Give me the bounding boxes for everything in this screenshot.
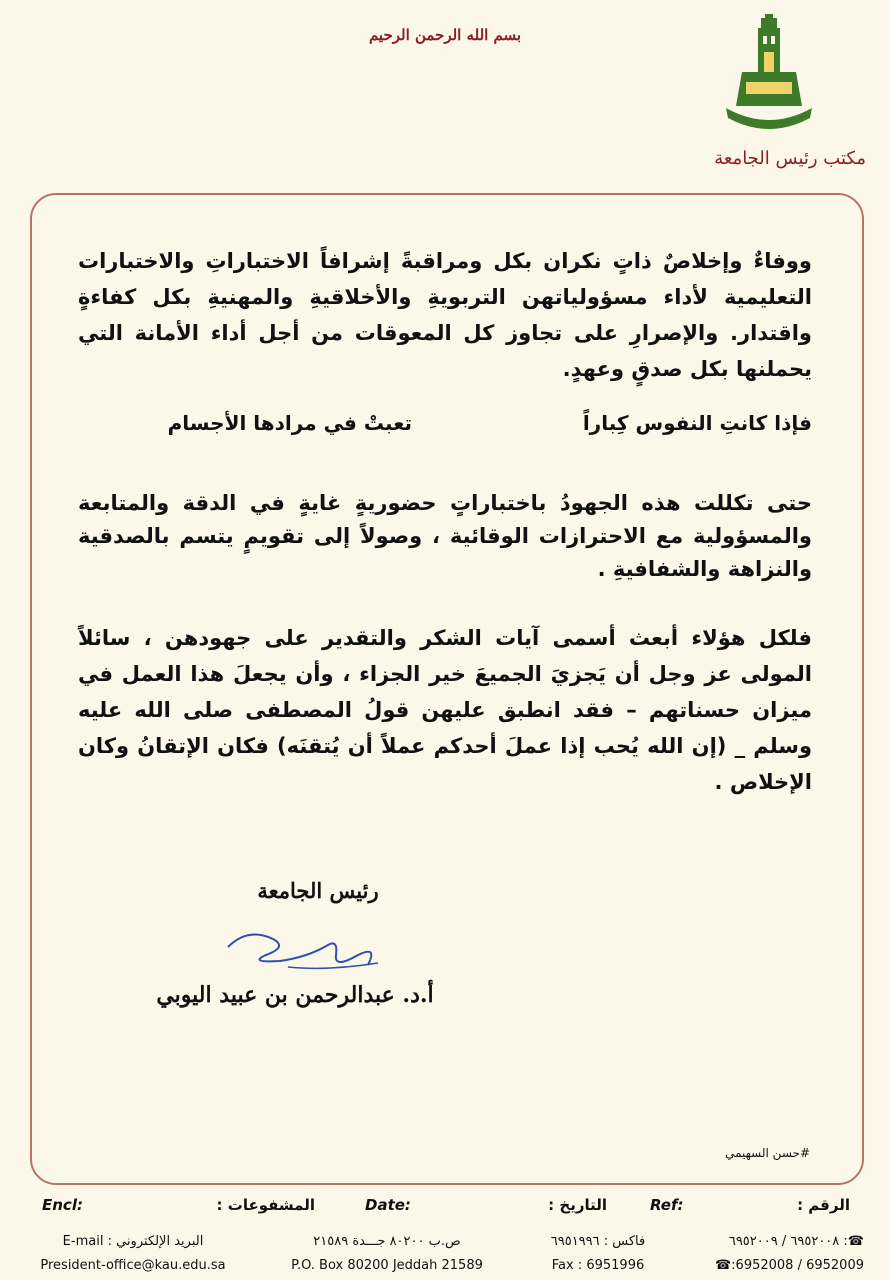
date-ar-label: التاريخ : [548, 1196, 607, 1214]
date-label: Date: [365, 1196, 411, 1214]
email-link[interactable]: President-office@kau.edu.sa [40, 1258, 226, 1273]
verse-second-half: تعبتْ في مرادها الأجسام [167, 411, 412, 435]
ref-label: Ref: [650, 1196, 684, 1214]
basmala: بسم الله الرحمن الرحيم [368, 26, 522, 44]
paragraph-2: حتى تكللت هذه الجهودُ باختباراتٍ حضوريةٍ غايةٍ في الدقة والمتابعة والمسؤولية مع الاحترازات الوقائية ، وصولاً إلى تقويمٍ يتسم بالصدقية والنزاهة والشفافيةِ . [78, 491, 812, 581]
verse-first-half: فإذا كانتِ النفوس كِباراً [582, 411, 812, 435]
university-seal-logo [722, 14, 816, 134]
encl-label: Encl: [42, 1196, 83, 1214]
footer-fields [0, 1196, 890, 1220]
number-label: الرقم : [797, 1196, 850, 1214]
handwritten-signature [218, 925, 388, 975]
reference-code: #حسن السهيمي [725, 1146, 810, 1160]
paragraph-3: فلكل هؤلاء أبعث أسمى آيات الشكر والتقدير على جهودهن ، سائلاً المولى عز وجل أن يَجزيَ الجميعَ خير الجزاء ، وأن يجعلَ هذا العمل في ميزان حسناتهم – فقد انطبق عليهن قولُ المصطفى صلى الله عليه وسلم _ (إن الله يُحب إذا عملَ أحدكم عملاً أن يُتقنَه) فكان الإتقانُ وكان الإخلاص . [78, 626, 812, 794]
pobox-ar: ص.ب ٨٠٢٠٠ جـــدة ٢١٥٨٩ [313, 1234, 461, 1249]
fax-ar: فاكس : ٦٩٥١٩٩٦ [550, 1234, 646, 1249]
footer-contact [0, 1230, 890, 1280]
phone-ar: ☎: ٦٩٥٢٠٠٨ / ٦٩٥٢٠٠٩ [728, 1234, 864, 1249]
email-label: البريد الإلكتروني : E-mail [62, 1234, 204, 1249]
paragraph-1: ووفاءٌ وإخلاصٌ ذاتٍ نكران بكل ومراقبةً إشرافاً الاختباراتِ والاختبارات التعليمية لأداء مسؤولياتهن التربويةِ والأخلاقيةِ والمهنيةِ بكل كفاءةٍ واقتدار. والإصرارِ على تجاوز كل المعوقات من أجل أداء الأمانة التي يحملنها بكل صدقٍ وعهدٍ. [78, 249, 812, 381]
poem-verse [78, 405, 812, 445]
phone-en: ☎:6952008 / 6952009 [714, 1258, 864, 1273]
encl-ar-label: المشفوعات : [216, 1196, 315, 1214]
signer-name: أ.د. عبدالرحمن بن عبيد اليوبي [156, 982, 434, 1008]
office-title: مكتب رئيس الجامعة [714, 148, 866, 169]
signer-title: رئيس الجامعة [257, 878, 379, 903]
pobox-en: P.O. Box 80200 Jeddah 21589 [291, 1258, 483, 1273]
fax-en: Fax : 6951996 [551, 1258, 645, 1273]
